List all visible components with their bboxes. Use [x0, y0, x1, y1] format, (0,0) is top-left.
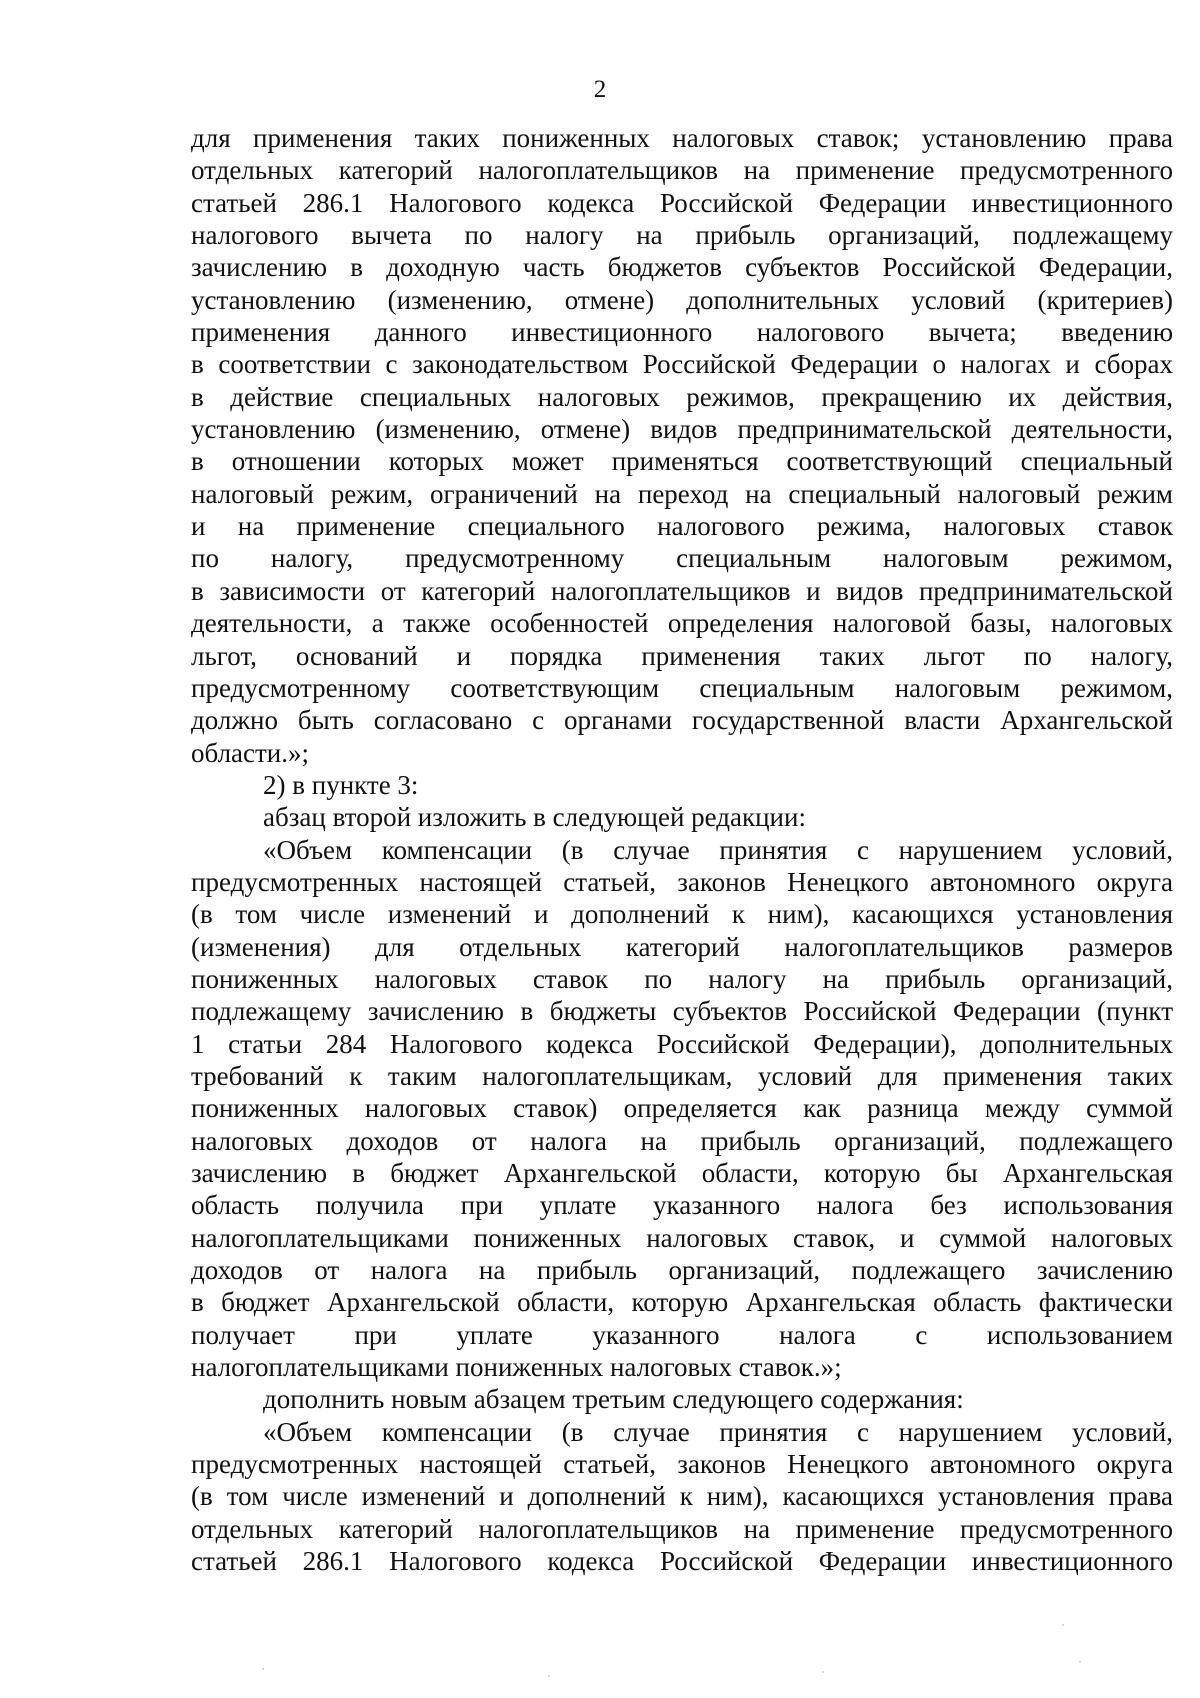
- text-line: применения данного инвестиционного налогового вычета; введению: [191, 317, 1173, 348]
- text-line: предусмотренных настоящей статьей, законов Ненецкого автономного округа: [191, 866, 1173, 897]
- text-line: абзац второй изложить в следующей редакции:: [263, 802, 806, 833]
- text-line: предусмотренных настоящей статьей, законов Ненецкого автономного округа: [191, 1449, 1173, 1480]
- text-line: для применения таких пониженных налоговых ставок; установлению права: [191, 123, 1173, 153]
- text-line: пониженных налоговых ставок по налогу на прибыль организаций,: [191, 963, 1173, 994]
- text-line: зачислению в доходную часть бюджетов субъектов Российской Федерации,: [191, 252, 1173, 283]
- text-line: (в том числе изменений и дополнений к ним), касающихся установления: [191, 899, 1173, 930]
- text-line: отдельных категорий налогоплательщиков на применение предусмотренного: [191, 155, 1173, 186]
- scan-speck: [822, 1671, 824, 1673]
- text-line: по налогу, предусмотренному специальным налоговым режимом,: [191, 543, 1173, 574]
- text-line: налогового вычета по налогу на прибыль организаций, подлежащему: [191, 220, 1173, 251]
- text-line: и на применение специального налогового режима, налоговых ставок: [191, 511, 1173, 542]
- text-line: предусмотренному соответствующим специальным налоговым режимом,: [191, 672, 1173, 703]
- text-line: налогоплательщиками пониженных налоговых ставок, и суммой налоговых: [191, 1222, 1173, 1253]
- text-line: дополнить новым абзацем третьим следующего содержания:: [263, 1384, 964, 1415]
- text-line: статьей 286.1 Налогового кодекса Российской Федерации инвестиционного: [191, 187, 1173, 218]
- scan-speck: [1079, 1661, 1081, 1663]
- text-line: установлению (изменению, отмене) видов предпринимательской деятельности,: [191, 414, 1173, 445]
- text-line: требований к таким налогоплательщикам, условий для применения таких: [191, 1060, 1173, 1091]
- text-line: область получила при уплате указанного налога без использования: [191, 1190, 1173, 1221]
- text-line: налогоплательщиками пониженных налоговых ставок.»;: [191, 1352, 842, 1383]
- quote-start-line: «Объем компенсации (в случае принятия с нарушением условий,: [263, 1416, 1173, 1447]
- text-line: в соответствии с законодательством Российской Федерации о налогах и сборах: [191, 349, 1173, 380]
- text-line: (в том числе изменений и дополнений к ним), касающихся установления права: [191, 1481, 1173, 1512]
- text-line: в отношении которых может применяться соответствующий специальный: [191, 446, 1173, 477]
- text-line: льгот, оснований и порядка применения таких льгот по налогу,: [191, 640, 1173, 671]
- quote-start-line: «Объем компенсации (в случае принятия с нарушением условий,: [263, 834, 1173, 865]
- text-line: отдельных категорий налогоплательщиков на применение предусмотренного: [191, 1513, 1173, 1544]
- text-line: подлежащему зачислению в бюджеты субъектов Российской Федерации (пункт: [191, 996, 1173, 1027]
- page-number: 2: [593, 76, 607, 103]
- text-line: доходов от налога на прибыль организаций, подлежащего зачислению: [191, 1255, 1173, 1286]
- text-line: области.»;: [191, 737, 310, 768]
- scan-speck: [262, 1668, 264, 1670]
- text-line: установлению (изменению, отмене) дополнительных условий (критериев): [191, 284, 1173, 315]
- text-line: налоговый режим, ограничений на переход на специальный налоговый режим: [191, 478, 1173, 509]
- scan-speck: [548, 1675, 550, 1677]
- document-body: [191, 122, 1173, 1577]
- text-line: 1 статьи 284 Налогового кодекса Российской Федерации), дополнительных: [191, 1028, 1173, 1059]
- text-line: (изменения) для отдельных категорий налогоплательщиков размеров: [191, 931, 1173, 962]
- text-line: в зависимости от категорий налогоплательщиков и видов предпринимательской: [191, 575, 1173, 606]
- text-line: статьей 286.1 Налогового кодекса Российской Федерации инвестиционного: [191, 1546, 1173, 1577]
- text-line: деятельности, а также особенностей определения налоговой базы, налоговых: [191, 608, 1173, 639]
- text-line: зачислению в бюджет Архангельской области, которую бы Архангельская: [191, 1158, 1173, 1188]
- text-line: должно быть согласовано с органами государственной власти Архангельской: [191, 705, 1173, 736]
- text-line: в действие специальных налоговых режимов, прекращению их действия,: [191, 381, 1173, 412]
- text-line: налоговых доходов от налога на прибыль организаций, подлежащего: [191, 1125, 1173, 1156]
- text-line: в бюджет Архангельской области, которую Архангельская область фактически: [191, 1287, 1173, 1318]
- text-line: пониженных налоговых ставок) определяется как разница между суммой: [191, 1093, 1173, 1124]
- scan-speck: [1062, 1624, 1064, 1626]
- item-heading: 2) в пункте 3:: [263, 769, 419, 800]
- text-line: получает при уплате указанного налога с использованием: [191, 1319, 1173, 1350]
